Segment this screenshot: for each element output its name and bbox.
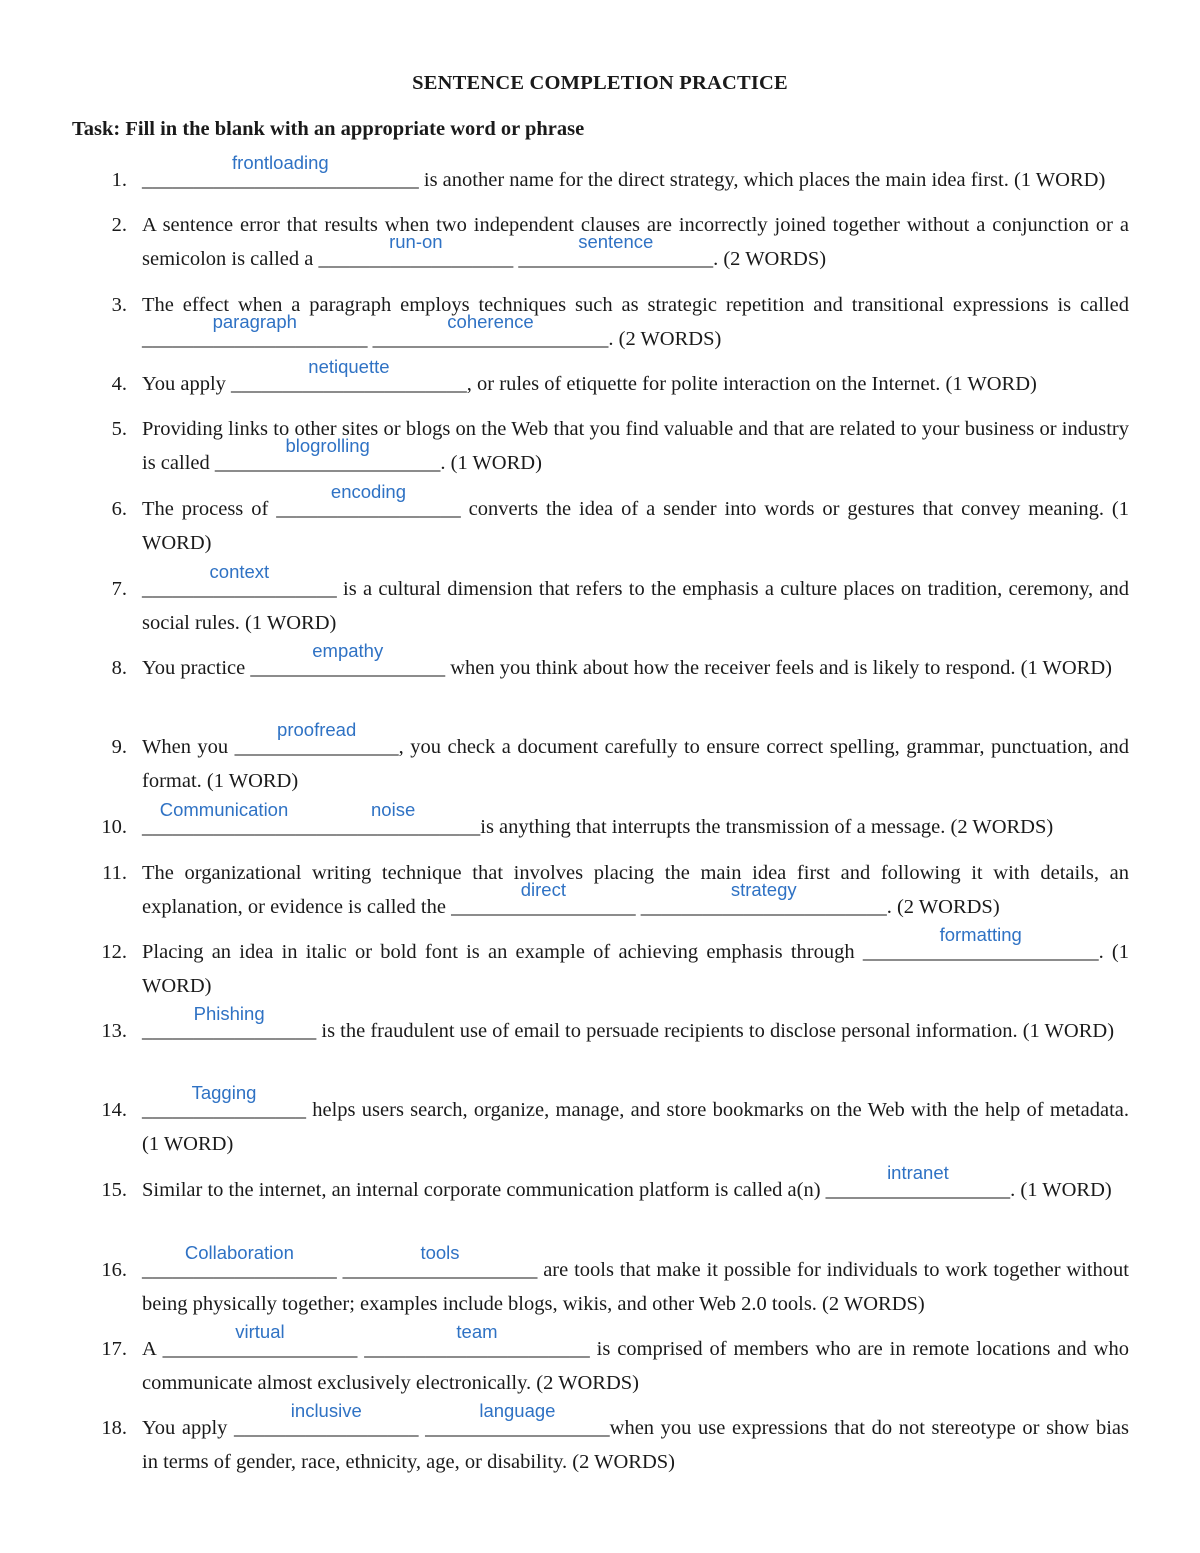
sentence-fragment: is a cultural dimension that refers to the emphasis a culture places on tradition, ceremony, and social rules. (1 WORD)	[142, 578, 1129, 634]
blank-underline: ________________	[142, 816, 306, 838]
question-number: 14.	[101, 1099, 127, 1121]
sentence-fragment: Similar to the internet, an internal corporate communication platform is called a(n)	[142, 1179, 826, 1201]
sentence-fragment: . (1 WORD)	[1010, 1179, 1112, 1201]
handwritten-answer: frontloading	[232, 152, 329, 173]
blank-underline: ___________________	[250, 657, 446, 679]
question-text	[142, 481, 1129, 560]
answer-blank[interactable]	[234, 719, 399, 764]
blank-underline: ______________________	[214, 452, 441, 474]
blank-underline: _______________________	[372, 328, 609, 350]
answer-blank[interactable]	[142, 311, 368, 356]
question-text	[142, 561, 1129, 640]
answer-blank[interactable]	[276, 481, 461, 526]
sentence-fragment: converts the idea of a sender into words or gestures that convey meaning. (1 WORD)	[142, 498, 1129, 554]
blank-underline: ___________________	[142, 578, 337, 600]
sentence-fragment: Placing an idea in italic or bold font is an example of achieving emphasis through	[142, 941, 863, 963]
blank-underline: _______________________	[862, 941, 1099, 963]
question-text	[142, 152, 1129, 197]
handwritten-answer: intranet	[887, 1162, 949, 1183]
answer-blank[interactable]	[234, 1400, 419, 1445]
handwritten-answer: inclusive	[290, 1400, 362, 1421]
task-instruction: Task: Fill in the blank with an appropriate word or phrase	[72, 118, 585, 140]
blank-underline: _________________	[142, 1020, 317, 1042]
handwritten-answer: coherence	[447, 311, 534, 332]
answer-blank[interactable]	[425, 1400, 610, 1445]
question-number: 13.	[101, 1020, 127, 1042]
question-text	[142, 924, 1130, 1003]
question-item	[72, 1321, 1129, 1400]
handwritten-answer: formatting	[939, 924, 1022, 945]
question-number: 17.	[101, 1338, 127, 1360]
question-item	[72, 1162, 1129, 1207]
question-item	[72, 799, 1129, 844]
blank-underline: ______________________	[364, 1338, 590, 1360]
sentence-fragment: . (2 WORDS)	[886, 896, 1000, 918]
blank-underline: __________________	[276, 498, 461, 520]
answer-blank[interactable]	[862, 924, 1099, 969]
sentence-fragment: when you use expressions that do not stereotype or show bias in terms of gender, race, ethnicity, age, or disability. (2 WORDS)	[142, 1417, 1130, 1473]
sentence-fragment: Providing links to other sites or blogs on the Web that you find valuable and that are related to your business or industry is called	[142, 418, 1129, 474]
sentence-fragment: when you think about how the receiver feels and is likely to respond. (1 WORD)	[445, 657, 1112, 679]
question-number: 8.	[111, 657, 127, 679]
question-text	[142, 356, 1129, 401]
question-item	[72, 719, 1129, 798]
question-text	[142, 640, 1129, 685]
blank-underline: ___________________	[342, 1259, 538, 1281]
sentence-fragment: is another name for the direct strategy, which places the main idea first. (1 WORD)	[418, 169, 1106, 191]
sentence-fragment: , you check a document carefully to ensure correct spelling, grammar, punctuation, and format. (1 WORD)	[142, 736, 1129, 792]
blank-underline: ___________________	[518, 248, 714, 270]
handwritten-answer: noise	[371, 799, 416, 820]
answer-blank[interactable]	[640, 879, 887, 924]
answer-blank[interactable]	[142, 152, 419, 197]
blank-underline: _______________________	[231, 373, 467, 395]
answer-blank[interactable]	[342, 1242, 538, 1287]
blank-underline: ___________________	[318, 248, 514, 270]
sentence-fragment: is anything that interrupts the transmission of a message. (2 WORDS)	[480, 816, 1054, 838]
question-number: 3.	[111, 294, 127, 316]
handwritten-answer: paragraph	[212, 311, 297, 332]
blank-underline: __________________	[234, 1417, 419, 1439]
answer-blank[interactable]	[372, 311, 609, 356]
question-item	[72, 1082, 1129, 1161]
question-item	[72, 412, 1129, 480]
answer-blank[interactable]	[142, 561, 337, 606]
question-text	[142, 288, 1129, 356]
sentence-fragment: is the fraudulent use of email to persuade recipients to disclose personal information. (1 WORD)	[316, 1020, 1115, 1042]
question-number: 10.	[101, 816, 127, 838]
answer-blank[interactable]	[825, 1162, 1011, 1207]
handwritten-answer: netiquette	[308, 356, 390, 377]
question-item	[72, 152, 1129, 197]
sentence-fragment: are tools that make it possible for individuals to work together without being physically together; examples include blogs, wikis, and other Web 2.0 tools. (2 WORDS)	[142, 1259, 1130, 1315]
sentence-fragment: A sentence error that results when two independent clauses are incorrectly joined together without a conjunction or a semicolon is called a	[142, 214, 1129, 270]
handwritten-answer: empathy	[312, 640, 384, 661]
blank-underline: ________________	[234, 736, 399, 758]
blank-underline: ________________	[142, 1099, 306, 1121]
question-number: 9.	[111, 736, 127, 758]
answer-blank[interactable]	[318, 231, 514, 276]
blank-underline: ______________________	[142, 328, 368, 350]
handwritten-answer: proofread	[277, 719, 357, 740]
answer-blank[interactable]	[250, 640, 446, 685]
blank-underline: __________________	[425, 1417, 610, 1439]
question-item	[72, 481, 1129, 560]
answer-blank[interactable]	[142, 799, 306, 844]
answer-blank[interactable]	[142, 1082, 306, 1127]
blank-underline: __________________	[451, 896, 636, 918]
answer-blank[interactable]	[142, 1242, 337, 1287]
blank-underline: ___________________________	[142, 169, 419, 191]
question-item	[72, 640, 1129, 685]
handwritten-answer: strategy	[730, 879, 797, 900]
handwritten-answer: Phishing	[193, 1003, 265, 1024]
question-number: 6.	[111, 498, 127, 520]
blank-underline: ___________________	[162, 1338, 358, 1360]
question-number: 15.	[101, 1179, 127, 1201]
question-number: 2.	[111, 214, 127, 236]
blank-underline: ________________________	[640, 896, 887, 918]
question-number: 11.	[102, 862, 127, 884]
question-number: 4.	[111, 373, 127, 395]
blank-underline: ___________________	[142, 1259, 337, 1281]
question-item	[72, 924, 1130, 1003]
question-item	[72, 288, 1129, 356]
question-number: 16.	[101, 1259, 127, 1281]
blank-underline: __________________	[825, 1179, 1011, 1201]
sentence-fragment: . (2 WORDS)	[713, 248, 827, 270]
sentence-fragment: helps users search, organize, manage, and store bookmarks on the Web with the help of metadata. (1 WORD)	[142, 1099, 1129, 1155]
answer-blank[interactable]	[451, 879, 636, 924]
sentence-fragment: . (1 WORD)	[142, 941, 1130, 997]
sentence-fragment: The process of	[142, 498, 277, 520]
question-item	[72, 356, 1129, 401]
question-text	[142, 412, 1129, 480]
handwritten-answer: virtual	[235, 1321, 285, 1342]
question-text	[142, 1242, 1130, 1321]
sentence-fragment: A	[142, 1338, 163, 1360]
question-text	[142, 1162, 1129, 1207]
question-text	[142, 799, 1129, 844]
question-item	[72, 561, 1129, 640]
sentence-fragment: You apply	[142, 373, 232, 395]
question-number: 12.	[101, 941, 127, 963]
handwritten-answer: sentence	[578, 231, 654, 252]
handwritten-answer: tools	[420, 1242, 460, 1263]
question-number: 7.	[111, 578, 127, 600]
question-item	[72, 1242, 1130, 1321]
sentence-fragment: . (1 WORD)	[440, 452, 542, 474]
question-text	[142, 1321, 1129, 1400]
handwritten-answer: encoding	[330, 481, 407, 502]
handwritten-answer: context	[209, 561, 270, 582]
blank-underline: _________________	[306, 816, 481, 838]
answer-blank[interactable]	[306, 799, 481, 844]
handwritten-answer: Communication	[159, 799, 289, 820]
question-item	[72, 1003, 1129, 1048]
question-number: 5.	[111, 418, 127, 440]
page-title: SENTENCE COMPLETION PRACTICE	[412, 72, 788, 94]
handwritten-answer: blogrolling	[285, 435, 370, 456]
sentence-fragment: is comprised of members who are in remote locations and who communicate almost exclusively electronically. (2 WORDS)	[142, 1338, 1129, 1394]
sentence-fragment: You apply	[142, 1417, 235, 1439]
sentence-fragment: When you	[142, 736, 235, 758]
question-item	[72, 1400, 1130, 1479]
answer-blank[interactable]	[162, 1321, 358, 1366]
answer-blank[interactable]	[214, 435, 441, 480]
question-text	[142, 856, 1129, 924]
question-text	[142, 1003, 1129, 1048]
handwritten-answer: Tagging	[191, 1082, 257, 1103]
sentence-fragment: The organizational writing technique that involves placing the main idea first and following it with details, an explanation, or evidence is called the	[142, 862, 1129, 918]
handwritten-answer: team	[456, 1321, 498, 1342]
question-text	[142, 1400, 1130, 1479]
sentence-fragment: The effect when a paragraph employs techniques such as strategic repetition and transitional expressions is called	[142, 294, 1129, 316]
question-number: 18.	[101, 1417, 127, 1439]
question-text	[142, 1082, 1129, 1161]
answer-blank[interactable]	[364, 1321, 590, 1366]
sentence-fragment: . (2 WORDS)	[608, 328, 722, 350]
handwritten-answer: direct	[520, 879, 566, 900]
handwritten-answer: run-on	[389, 231, 443, 252]
question-number: 1.	[111, 169, 127, 191]
question-item	[72, 208, 1129, 276]
sentence-fragment: You practice	[142, 657, 251, 679]
question-item	[72, 856, 1129, 924]
question-text	[142, 208, 1129, 276]
answer-blank[interactable]	[142, 1003, 317, 1048]
question-text	[142, 719, 1129, 798]
handwritten-answer: Collaboration	[184, 1242, 294, 1263]
answer-blank[interactable]	[231, 356, 467, 401]
answer-blank[interactable]	[518, 231, 714, 276]
sentence-fragment: , or rules of etiquette for polite interaction on the Internet. (1 WORD)	[466, 373, 1037, 395]
handwritten-answer: language	[479, 1400, 556, 1421]
